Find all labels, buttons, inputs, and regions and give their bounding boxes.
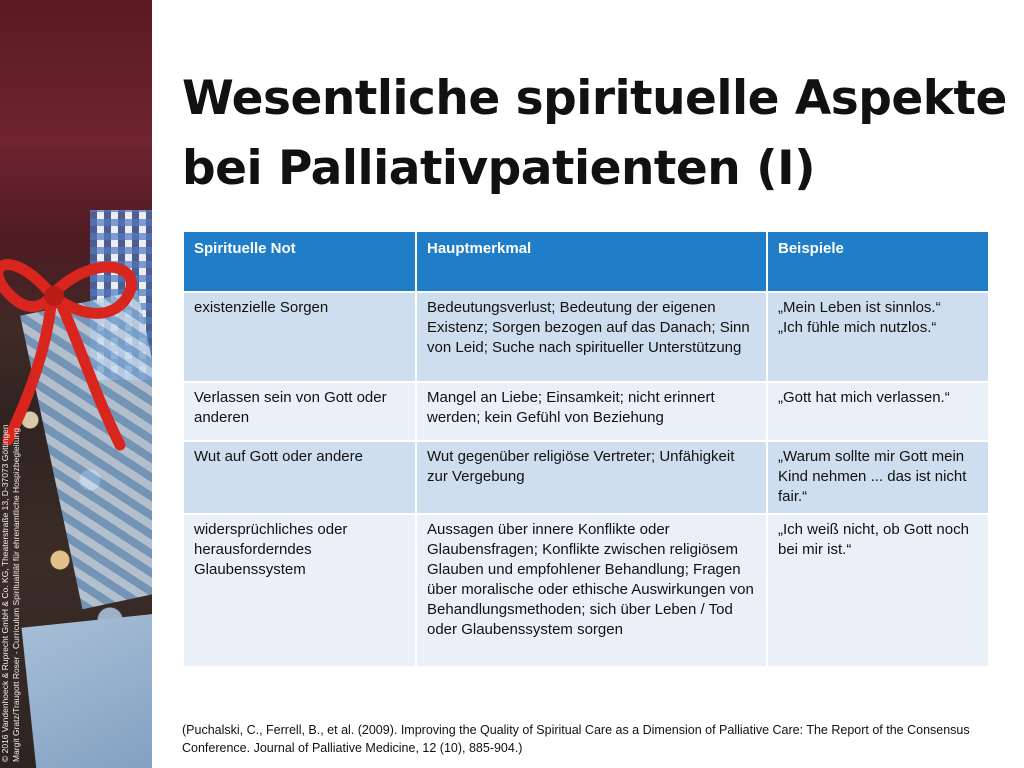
side-photo bbox=[0, 0, 152, 768]
copyright-line: © 2016 Vandenhoeck & Ruprecht GmbH & Co. KG, Theaterstraße 13, D-37073 Göttingen bbox=[0, 424, 10, 762]
copyright-line: Margit Gratz/Traugott Roser - Curriculum Spiritualität für ehrenamtliche Hospizbegleitung bbox=[11, 427, 21, 762]
example-cell bbox=[767, 292, 989, 382]
table-row bbox=[183, 382, 989, 441]
main-feature-cell: Bedeutungsverlust; Bedeutung der eigenen Existenz; Sorgen bezogen auf das Danach; Sinn von Leid; Suche nach spiritueller Unterstützung bbox=[416, 292, 767, 382]
table-header-row bbox=[183, 231, 989, 292]
aspects-table bbox=[182, 230, 990, 668]
table-row bbox=[183, 292, 989, 382]
copyright-notice bbox=[0, 422, 22, 768]
column-header-spiritual-need: Spirituelle Not bbox=[183, 231, 416, 292]
table-row bbox=[183, 514, 989, 667]
spiritual-need-cell: widersprüchliches oder herausforderndes Glaubenssystem bbox=[183, 514, 416, 667]
spiritual-need-cell: Wut auf Gott oder andere bbox=[183, 441, 416, 514]
blue-fabric bbox=[21, 613, 152, 768]
title-line: bei Palliativpatienten (I) bbox=[182, 141, 816, 196]
spiritual-need-cell: existenzielle Sorgen bbox=[183, 292, 416, 382]
main-feature-cell: Aussagen über innere Konflikte oder Glaubensfragen; Konflikte zwischen religiösem Glauben und empfohlener Behandlung; Fragen über moralische oder ethische Auswirkungen von Behandlungsmethoden; sich über Leben / Tod oder Glaubenssystem sorgen bbox=[416, 514, 767, 667]
table-row bbox=[183, 441, 989, 514]
title-line: Wesentliche spirituelle Aspekte bbox=[182, 71, 1007, 126]
example-cell: „Warum sollte mir Gott mein Kind nehmen ... das ist nicht fair.“ bbox=[767, 441, 989, 514]
red-bow-icon bbox=[0, 225, 152, 465]
column-header-main-feature: Hauptmerkmal bbox=[416, 231, 767, 292]
page-title bbox=[182, 64, 1012, 204]
main-feature-cell: Mangel an Liebe; Einsamkeit; nicht erinnert werden; kein Gefühl von Beziehung bbox=[416, 382, 767, 441]
example-cell: „Gott hat mich verlassen.“ bbox=[767, 382, 989, 441]
example-cell: „Ich weiß nicht, ob Gott noch bei mir ist.“ bbox=[767, 514, 989, 667]
example-quote: „Ich fühle mich nutzlos.“ bbox=[778, 319, 937, 336]
spiritual-need-cell: Verlassen sein von Gott oder anderen bbox=[183, 382, 416, 441]
source-citation: (Puchalski, C., Ferrell, B., et al. (2009). Improving the Quality of Spiritual Care as a Dimension of Palliative Care: The Report of the Consensus Conference. Journal of Palliative Medicine, 12 (10), 885-904.) bbox=[182, 723, 970, 755]
column-header-examples: Beispiele bbox=[767, 231, 989, 292]
main-feature-cell: Wut gegenüber religiöse Vertreter; Unfähigkeit zur Vergebung bbox=[416, 441, 767, 514]
example-quote: „Mein Leben ist sinnlos.“ bbox=[778, 299, 941, 316]
